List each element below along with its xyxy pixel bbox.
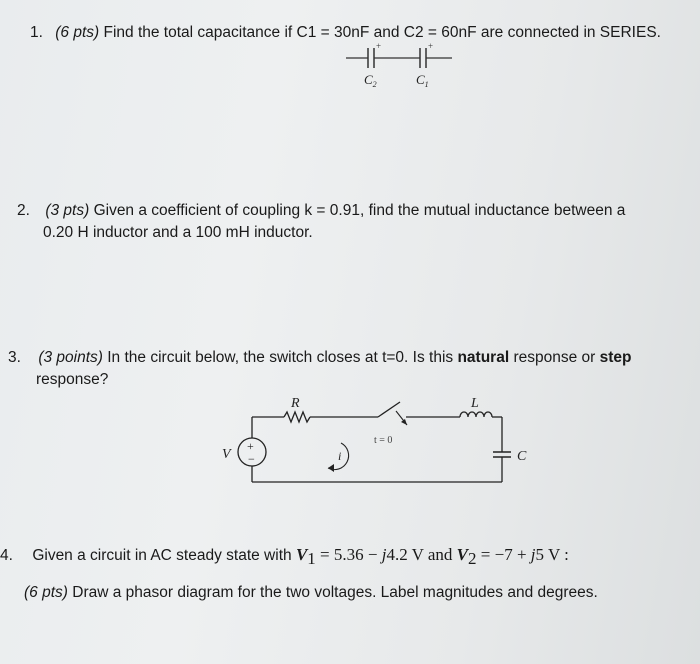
switch-arrowhead — [401, 419, 407, 425]
rlc-circuit-diagram — [210, 390, 560, 505]
c1-label: $C_1$ — [416, 72, 429, 89]
label-v: V — [222, 447, 231, 462]
series-capacitor-figure — [340, 40, 460, 92]
question-2-line-1 — [17, 200, 687, 222]
question-4-line-1 — [0, 544, 695, 570]
question-3-text-a: In the circuit below, the switch closes at t=0. Is this — [107, 349, 454, 366]
question-1-number: 1. — [30, 24, 43, 41]
question-2-number: 2. — [17, 202, 30, 219]
question-3-step: step — [599, 349, 632, 366]
v1-expression: $V_1 = 5.36 - j4.2$ V and — [295, 545, 457, 569]
question-4-line-2 — [0, 582, 695, 604]
source-plus: + — [247, 439, 254, 453]
question-4-points: (6 pts) — [24, 584, 68, 602]
question-4-text-a: Given a circuit in AC steady state with — [32, 547, 292, 564]
question-4-number: 4. — [0, 547, 13, 564]
question-3-text-b: response or — [513, 349, 596, 366]
question-2-points: (3 pts) — [45, 202, 90, 219]
resistor-r — [284, 412, 310, 422]
c1-plus-sign: + — [428, 41, 434, 51]
label-switch-time: t = 0 — [374, 435, 393, 446]
question-3-text-2: response? — [36, 371, 109, 388]
question-3 — [8, 347, 693, 391]
inductor-l — [460, 412, 492, 417]
c2-label: $C_2$ — [364, 72, 377, 89]
source-minus: − — [248, 452, 255, 466]
question-3-natural: natural — [457, 349, 510, 366]
question-3-line-1 — [8, 347, 693, 369]
current-arrowhead — [328, 464, 334, 472]
question-1-points: (6 pts) — [55, 24, 100, 41]
question-2-text-2: 0.20 H inductor and a 100 mH inductor. — [43, 224, 313, 241]
switch-blade — [378, 402, 400, 417]
label-i: i — [338, 449, 342, 463]
c2-plus-sign: + — [376, 41, 382, 51]
label-r: R — [291, 396, 300, 411]
label-c: C — [517, 449, 527, 464]
question-2-text-1: Given a coefficient of coupling k = 0.91, find the mutual inductance between a — [93, 202, 626, 219]
v2-expression: $V_2 = -7 + j5$ V : — [456, 545, 569, 569]
question-3-points: (3 points) — [38, 349, 103, 366]
question-4 — [0, 544, 695, 604]
question-4-text-2: Draw a phasor diagram for the two voltages. Label magnitudes and degrees. — [72, 584, 598, 602]
question-3-number: 3. — [8, 349, 21, 366]
label-l: L — [471, 396, 479, 411]
question-2 — [17, 200, 687, 244]
question-1-text: Find the total capacitance if C1 = 30nF and C2 = 60nF are connected in SERIES. — [103, 24, 661, 41]
